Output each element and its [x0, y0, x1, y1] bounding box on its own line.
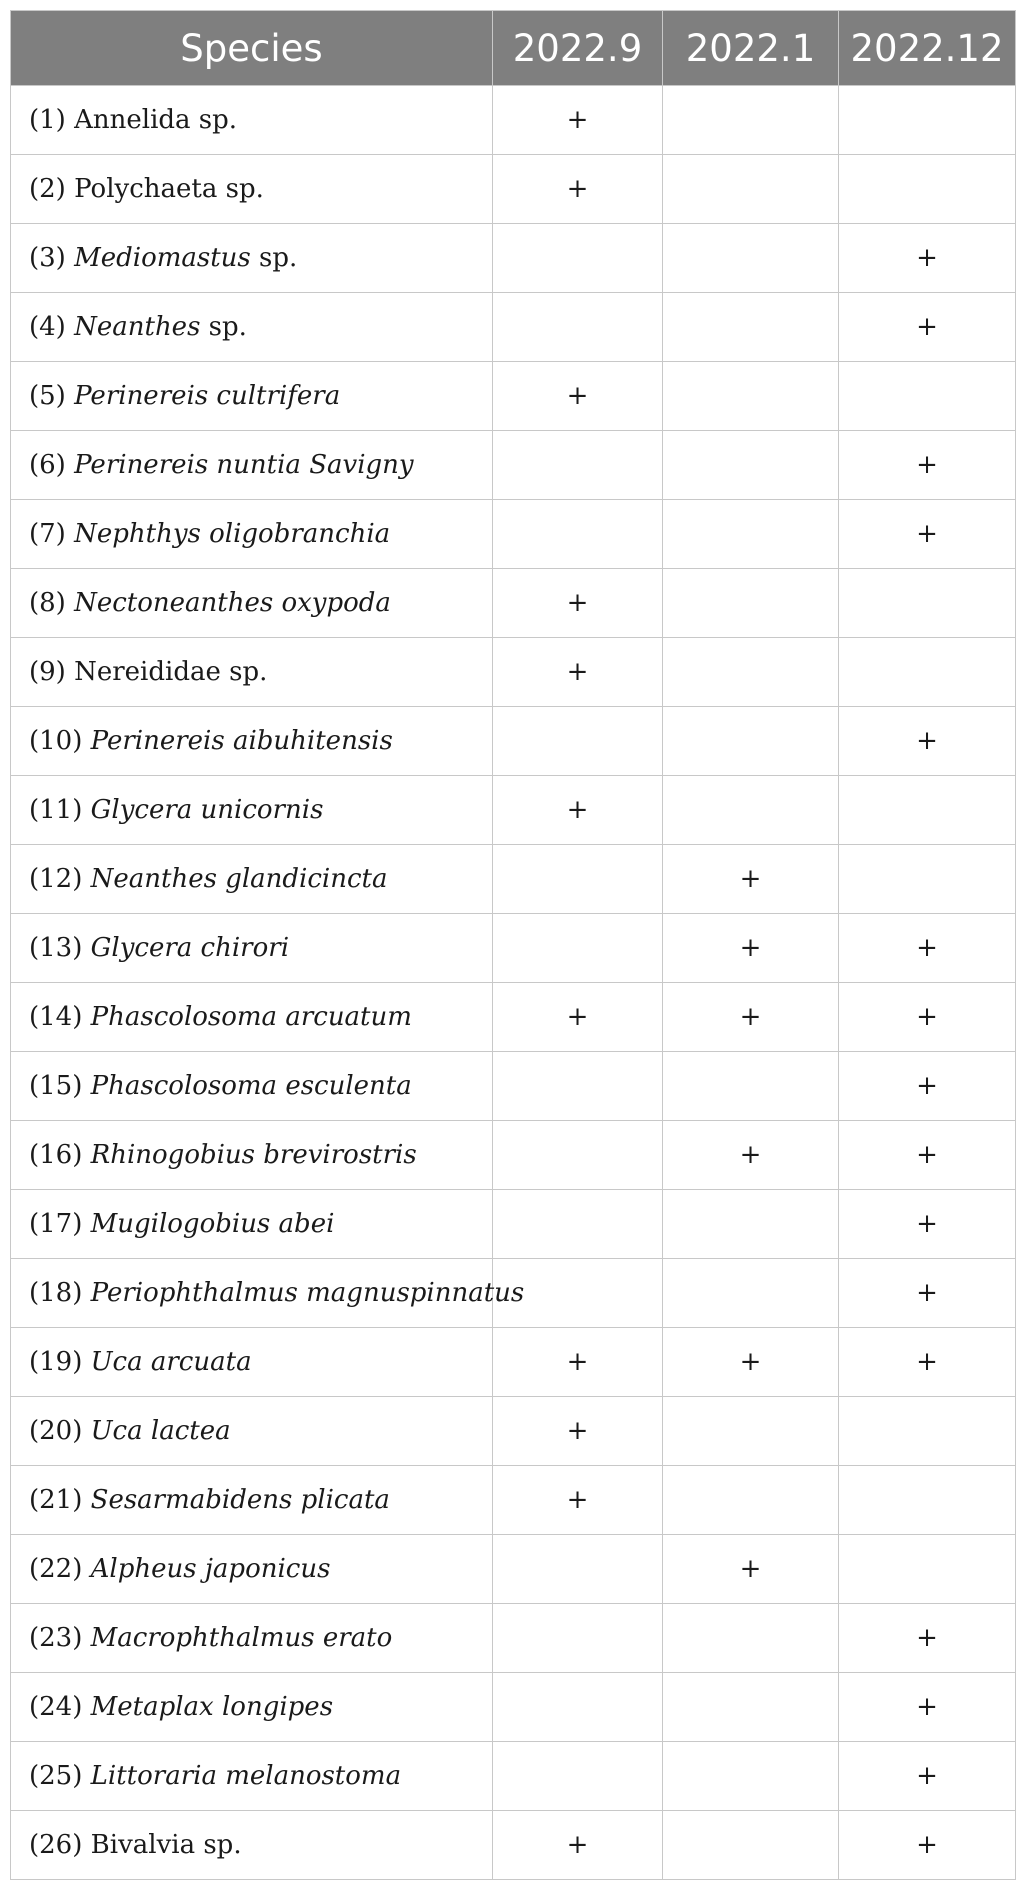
mark-2022-9: [493, 707, 663, 776]
mark-2022-9: +: [493, 776, 663, 845]
mark-2022-1: +: [663, 1328, 839, 1397]
species-cell: [11, 845, 493, 914]
table-header: [11, 11, 1016, 86]
species-name: Nephthys oligobranchia: [74, 519, 391, 549]
mark-2022-1: +: [663, 983, 839, 1052]
table-row: [11, 500, 1016, 569]
mark-2022-12: +: [839, 1052, 1016, 1121]
mark-2022-12: +: [839, 500, 1016, 569]
species-cell: [11, 1535, 493, 1604]
mark-2022-1: [663, 293, 839, 362]
mark-2022-12: [839, 1466, 1016, 1535]
mark-2022-9: [493, 431, 663, 500]
species-number: (14): [29, 1002, 83, 1032]
table-row: [11, 1811, 1016, 1880]
species-cell: [11, 500, 493, 569]
mark-2022-1: [663, 638, 839, 707]
mark-2022-9: +: [493, 569, 663, 638]
species-suffix: sp.: [190, 105, 238, 135]
species-name: Glycera chirori: [90, 933, 290, 963]
species-name: Nereididae: [74, 657, 221, 687]
mark-2022-12: [839, 1535, 1016, 1604]
mark-2022-12: +: [839, 1742, 1016, 1811]
table-row: [11, 983, 1016, 1052]
species-cell: [11, 914, 493, 983]
table-row: [11, 776, 1016, 845]
species-number: (12): [29, 864, 83, 894]
mark-2022-9: [493, 1604, 663, 1673]
mark-2022-12: +: [839, 707, 1016, 776]
mark-2022-9: +: [493, 1466, 663, 1535]
mark-2022-1: [663, 1811, 839, 1880]
species-cell: [11, 1328, 493, 1397]
species-cell: [11, 776, 493, 845]
mark-2022-12: +: [839, 1811, 1016, 1880]
species-suffix: sp.: [200, 312, 247, 342]
species-name: Sesarmabidens plicata: [90, 1485, 390, 1515]
species-name: Neanthes: [74, 312, 201, 342]
mark-2022-1: [663, 224, 839, 293]
species-number: (8): [29, 588, 66, 618]
table-row: [11, 1052, 1016, 1121]
mark-2022-12: [839, 1397, 1016, 1466]
table-row: [11, 1535, 1016, 1604]
species-number: (7): [29, 519, 66, 549]
mark-2022-1: [663, 569, 839, 638]
table-row: [11, 1742, 1016, 1811]
species-suffix: sp.: [195, 1830, 242, 1860]
species-name: Macrophthalmus erato: [90, 1623, 393, 1653]
species-name: Littoraria melanostoma: [90, 1761, 402, 1791]
species-number: (6): [29, 450, 66, 480]
mark-2022-1: [663, 776, 839, 845]
mark-2022-12: [839, 569, 1016, 638]
table-row: [11, 1121, 1016, 1190]
mark-2022-9: +: [493, 362, 663, 431]
header-row: [11, 11, 1016, 86]
species-name: Mediomastus: [74, 243, 251, 273]
table-row: [11, 569, 1016, 638]
species-cell: [11, 1673, 493, 1742]
mark-2022-12: +: [839, 1259, 1016, 1328]
mark-2022-9: +: [493, 1328, 663, 1397]
species-cell: [11, 155, 493, 224]
species-number: (3): [29, 243, 66, 273]
mark-2022-9: +: [493, 86, 663, 155]
header-2022-12: 2022.12: [839, 11, 1016, 86]
species-cell: [11, 1811, 493, 1880]
mark-2022-9: [493, 1742, 663, 1811]
table-row: [11, 155, 1016, 224]
species-cell: [11, 431, 493, 500]
mark-2022-1: +: [663, 1535, 839, 1604]
table-row: [11, 1259, 1016, 1328]
table-row: [11, 1673, 1016, 1742]
mark-2022-1: [663, 1052, 839, 1121]
mark-2022-9: [493, 1535, 663, 1604]
mark-2022-12: +: [839, 431, 1016, 500]
species-table: [10, 10, 1016, 1880]
mark-2022-12: [839, 86, 1016, 155]
mark-2022-1: [663, 86, 839, 155]
table-row: [11, 362, 1016, 431]
species-number: (26): [29, 1830, 83, 1860]
species-cell: [11, 1121, 493, 1190]
species-cell: [11, 1397, 493, 1466]
mark-2022-9: [493, 293, 663, 362]
table-row: [11, 914, 1016, 983]
species-number: (20): [29, 1416, 83, 1446]
species-number: (25): [29, 1761, 83, 1791]
mark-2022-12: +: [839, 224, 1016, 293]
mark-2022-9: [493, 224, 663, 293]
species-name: Periophthalmus magnuspinnatus: [90, 1278, 525, 1308]
mark-2022-9: [493, 1052, 663, 1121]
species-name: Perinereis nuntia Savigny: [74, 450, 414, 480]
mark-2022-9: [493, 1121, 663, 1190]
mark-2022-12: +: [839, 293, 1016, 362]
header-2022-9: 2022.9: [493, 11, 663, 86]
mark-2022-9: +: [493, 155, 663, 224]
species-cell: [11, 1052, 493, 1121]
species-name: Metaplax longipes: [90, 1692, 334, 1722]
species-name: Nectoneanthes oxypoda: [74, 588, 391, 618]
table-row: [11, 1328, 1016, 1397]
table-row: [11, 1466, 1016, 1535]
species-cell: [11, 293, 493, 362]
table-row: [11, 293, 1016, 362]
species-number: (19): [29, 1347, 83, 1377]
mark-2022-9: [493, 500, 663, 569]
mark-2022-1: [663, 1466, 839, 1535]
mark-2022-9: +: [493, 1397, 663, 1466]
species-cell: [11, 707, 493, 776]
species-name: Bivalvia: [90, 1830, 196, 1860]
species-name: Glycera unicornis: [90, 795, 324, 825]
mark-2022-9: +: [493, 1811, 663, 1880]
mark-2022-9: [493, 1190, 663, 1259]
species-number: (4): [29, 312, 66, 342]
mark-2022-1: [663, 155, 839, 224]
species-number: (9): [29, 657, 66, 687]
species-cell: [11, 362, 493, 431]
mark-2022-12: +: [839, 914, 1016, 983]
species-name: Uca arcuata: [90, 1347, 252, 1377]
mark-2022-9: [493, 1673, 663, 1742]
species-number: (23): [29, 1623, 83, 1653]
mark-2022-12: [839, 155, 1016, 224]
header-species: Species: [11, 11, 493, 86]
species-name: Alpheus japonicus: [90, 1554, 331, 1584]
species-cell: [11, 86, 493, 155]
species-number: (24): [29, 1692, 83, 1722]
species-cell: [11, 638, 493, 707]
mark-2022-1: [663, 1742, 839, 1811]
species-number: (11): [29, 795, 83, 825]
species-suffix: sp.: [250, 243, 298, 273]
species-name: Annelida: [74, 105, 191, 135]
mark-2022-12: +: [839, 1673, 1016, 1742]
mark-2022-9: [493, 914, 663, 983]
species-suffix: sp.: [220, 657, 268, 687]
table-row: [11, 707, 1016, 776]
species-number: (22): [29, 1554, 83, 1584]
mark-2022-1: +: [663, 1121, 839, 1190]
species-name: Uca lactea: [90, 1416, 231, 1446]
table-row: [11, 1190, 1016, 1259]
species-number: (1): [29, 105, 66, 135]
mark-2022-1: [663, 707, 839, 776]
species-number: (16): [29, 1140, 83, 1170]
table-row: [11, 1604, 1016, 1673]
species-number: (15): [29, 1071, 83, 1101]
table-row: [11, 845, 1016, 914]
species-name: Phascolosoma arcuatum: [90, 1002, 412, 1032]
mark-2022-1: [663, 1604, 839, 1673]
table-row: [11, 431, 1016, 500]
mark-2022-9: +: [493, 983, 663, 1052]
header-2022-1: 2022.1: [663, 11, 839, 86]
species-name: Neanthes glandicincta: [90, 864, 388, 894]
species-number: (2): [29, 174, 66, 204]
mark-2022-12: +: [839, 1604, 1016, 1673]
species-number: (21): [29, 1485, 83, 1515]
mark-2022-9: +: [493, 638, 663, 707]
species-cell: [11, 1190, 493, 1259]
species-cell: [11, 224, 493, 293]
species-number: (18): [29, 1278, 83, 1308]
mark-2022-1: +: [663, 845, 839, 914]
species-name: Rhinogobius brevirostris: [90, 1140, 417, 1170]
mark-2022-1: [663, 1673, 839, 1742]
mark-2022-1: [663, 362, 839, 431]
species-suffix: sp.: [217, 174, 264, 204]
species-name: Phascolosoma esculenta: [90, 1071, 412, 1101]
mark-2022-1: [663, 500, 839, 569]
table-row: [11, 1397, 1016, 1466]
species-name: Perinereis cultrifera: [74, 381, 341, 411]
table-row: [11, 86, 1016, 155]
mark-2022-1: [663, 1397, 839, 1466]
mark-2022-1: [663, 1259, 839, 1328]
species-name: Perinereis aibuhitensis: [90, 726, 393, 756]
species-cell: [11, 1604, 493, 1673]
mark-2022-9: [493, 845, 663, 914]
species-table-container: [10, 10, 1015, 1880]
mark-2022-12: +: [839, 1328, 1016, 1397]
species-cell: [11, 1259, 525, 1328]
mark-2022-12: [839, 776, 1016, 845]
species-cell: [11, 983, 493, 1052]
mark-2022-12: [839, 362, 1016, 431]
mark-2022-1: [663, 1190, 839, 1259]
species-cell: [11, 569, 493, 638]
species-cell: [11, 1742, 493, 1811]
mark-2022-12: [839, 638, 1016, 707]
mark-2022-12: [839, 845, 1016, 914]
mark-2022-1: +: [663, 914, 839, 983]
mark-2022-1: [663, 431, 839, 500]
species-number: (13): [29, 933, 83, 963]
species-number: (17): [29, 1209, 83, 1239]
species-name: Polychaeta: [74, 174, 218, 204]
species-name: Mugilogobius abei: [90, 1209, 335, 1239]
species-cell: [11, 1466, 493, 1535]
species-number: (10): [29, 726, 83, 756]
mark-2022-12: +: [839, 1190, 1016, 1259]
mark-2022-12: +: [839, 983, 1016, 1052]
table-body: [11, 86, 1016, 1880]
table-row: [11, 638, 1016, 707]
table-row: [11, 224, 1016, 293]
species-number: (5): [29, 381, 66, 411]
mark-2022-12: +: [839, 1121, 1016, 1190]
